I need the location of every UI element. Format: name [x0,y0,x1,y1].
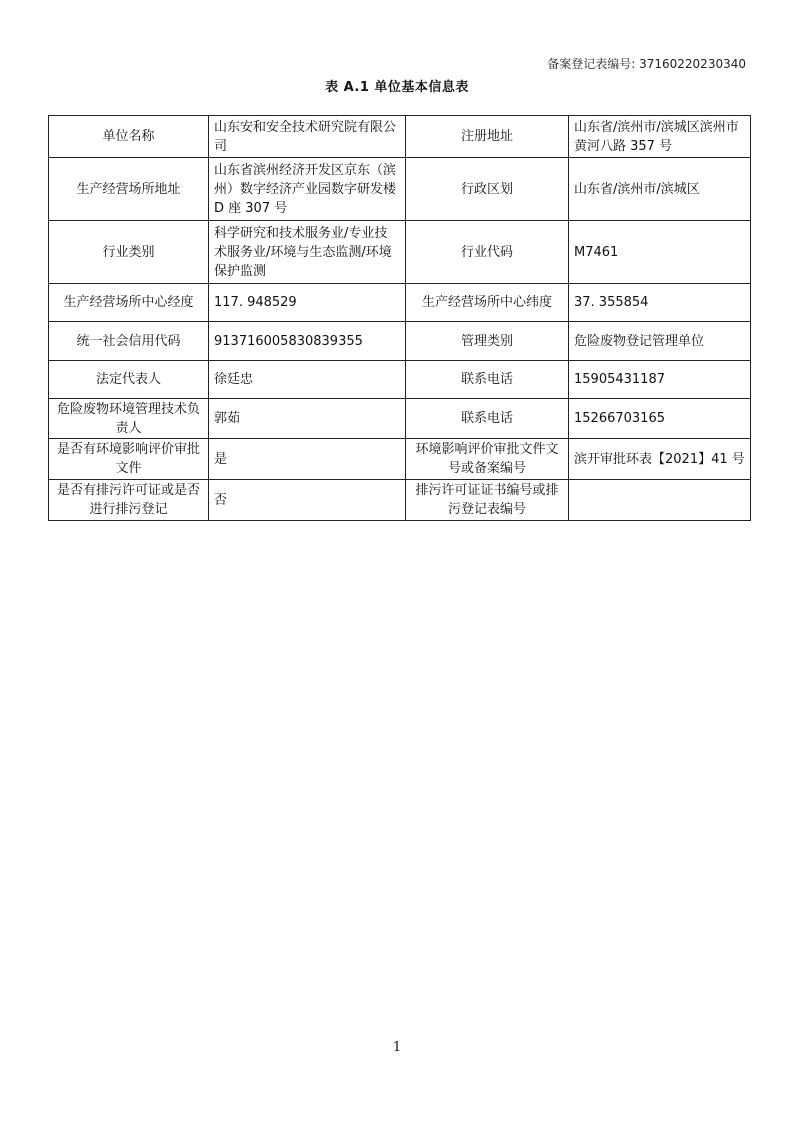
row-value: 是 [209,439,406,480]
row-label: 生产经营场所地址 [49,158,209,221]
row-value: 否 [209,480,406,521]
row-value: 山东安和安全技术研究院有限公司 [209,116,406,158]
row-value: 37. 355854 [569,284,751,322]
table-row [49,399,751,439]
table-row [49,284,751,322]
row-value: 15905431187 [569,361,751,399]
table-title: 表 A.1 单位基本信息表 [325,80,469,95]
table-row [49,480,751,521]
row-value: 117. 948529 [209,284,406,322]
row-label: 危险废物环境管理技术负责人 [49,399,209,439]
row-label: 生产经营场所中心经度 [49,284,209,322]
unit-info-table [48,115,751,521]
row-value: 滨开审批环表【2021】41 号 [569,439,751,480]
row-label: 是否有环境影响评价审批文件 [49,439,209,480]
row-value: 山东省滨州经济开发区京东（滨州）数字经济产业园数字研发楼 D 座 307 号 [209,158,406,221]
row-label: 统一社会信用代码 [49,322,209,361]
row-label: 行政区划 [406,158,569,221]
row-value: M7461 [569,221,751,284]
row-value: 913716005830839355 [209,322,406,361]
table-row [49,116,751,158]
row-label: 联系电话 [406,399,569,439]
row-label: 管理类别 [406,322,569,361]
record-number: 备案登记表编号: 37160220230340 [547,57,746,71]
row-label: 排污许可证证书编号或排污登记表编号 [406,480,569,521]
row-label: 注册地址 [406,116,569,158]
row-value: 科学研究和技术服务业/专业技术服务业/环境与生态监测/环境保护监测 [209,221,406,284]
row-value: 徐廷忠 [209,361,406,399]
table-row [49,361,751,399]
row-value [569,480,751,521]
row-value: 郭茹 [209,399,406,439]
table-row [49,322,751,361]
row-label: 环境影响评价审批文件文号或备案编号 [406,439,569,480]
table-row [49,158,751,221]
row-value: 危险废物登记管理单位 [569,322,751,361]
row-label: 单位名称 [49,116,209,158]
table-row [49,439,751,480]
page-number: 1 [392,1040,402,1055]
row-value: 山东省/滨州市/滨城区 [569,158,751,221]
row-label: 联系电话 [406,361,569,399]
row-label: 法定代表人 [49,361,209,399]
row-value: 15266703165 [569,399,751,439]
row-label: 行业代码 [406,221,569,284]
row-label: 生产经营场所中心纬度 [406,284,569,322]
row-label: 是否有排污许可证或是否进行排污登记 [49,480,209,521]
table-row [49,221,751,284]
row-value: 山东省/滨州市/滨城区滨州市黄河八路 357 号 [569,116,751,158]
row-label: 行业类别 [49,221,209,284]
